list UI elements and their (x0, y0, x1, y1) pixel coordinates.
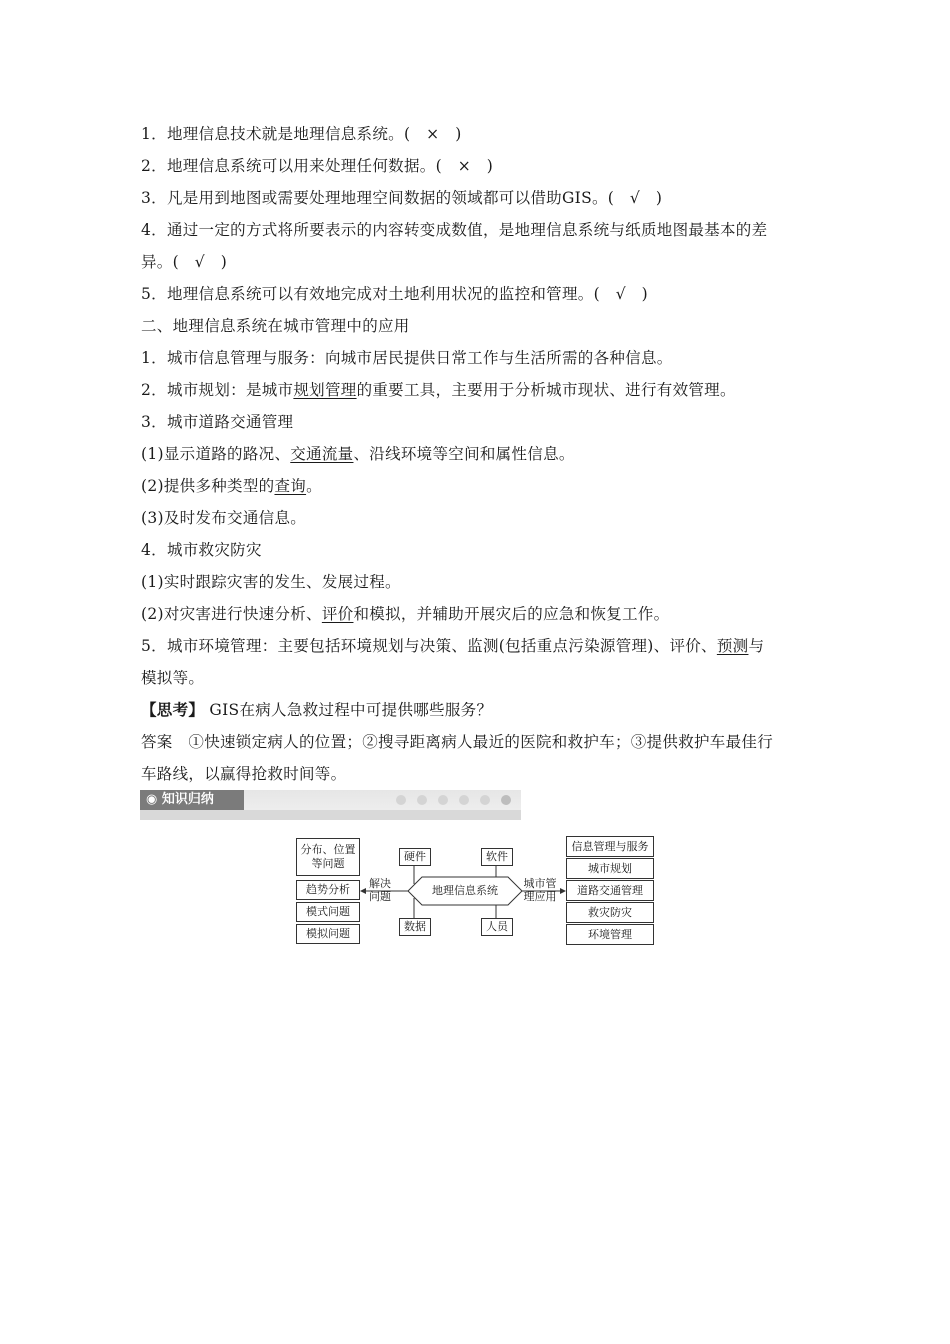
text-segment: 5．地理信息系统可以有效地完成对土地利用状况的监控和管理。( √ ) (141, 285, 649, 303)
banner-dot (396, 795, 406, 805)
personnel-box: 人员 (481, 918, 513, 936)
text-line (141, 220, 767, 240)
text-line (141, 636, 764, 656)
text-segment: 与 (748, 637, 765, 655)
right-box-1: 信息管理与服务 (566, 836, 654, 857)
gis-center-label: 地理信息系统 (432, 884, 498, 897)
text-line (141, 476, 322, 496)
text-line (141, 348, 673, 368)
text-line (141, 412, 293, 432)
text-line (141, 540, 262, 560)
text-segment: 1．城市信息管理与服务：向城市居民提供日常工作与生活所需的各种信息。 (141, 349, 673, 367)
text-segment: 、沿线环境等空间和属性信息。 (353, 445, 575, 463)
text-line (141, 508, 306, 528)
text-segment: 2．地理信息系统可以用来处理任何数据。( × ) (141, 157, 494, 175)
left-box-1: 分布、位置等问题 (296, 838, 360, 876)
text-segment: 【思考】 (141, 700, 205, 719)
banner-dot (459, 795, 469, 805)
text-segment: 异。( √ ) (141, 253, 228, 271)
text-segment: 的重要工具，主要用于分析城市现状、进行有效管理。 (356, 381, 736, 399)
text-line (141, 444, 575, 464)
underlined-term: 查询 (274, 477, 307, 495)
banner-strip (140, 810, 521, 820)
text-segment: GIS在病人急救过程中可提供哪些服务？ (204, 701, 493, 719)
text-line (141, 124, 462, 144)
text-segment: 3．城市道路交通管理 (141, 413, 294, 431)
text-segment: 5．城市环境管理：主要包括环境规划与决策、监测(包括重点污染源管理)、评价、 (141, 637, 717, 655)
text-segment: 4．城市救灾防灾 (141, 541, 262, 559)
text-segment: 模拟等。 (141, 669, 205, 687)
hardware-box: 硬件 (399, 848, 431, 866)
text-segment: (2)对灾害进行快速分析、 (141, 605, 322, 623)
underlined-term: 交通流量 (290, 445, 354, 463)
left-box-2: 趋势分析 (296, 880, 360, 900)
text-segment: 二、地理信息系统在城市管理中的应用 (141, 317, 410, 335)
text-line (141, 252, 227, 272)
solve-problem-label: 解决问题 (369, 877, 391, 903)
text-line (141, 668, 204, 688)
text-segment: 和模拟，并辅助开展灾后的应急和恢复工作。 (353, 605, 670, 623)
gis-concept-diagram (296, 834, 656, 948)
right-box-3: 道路交通管理 (566, 880, 654, 901)
text-segment: 车路线，以赢得抢救时间等。 (141, 765, 347, 783)
underlined-term: 预测 (716, 637, 749, 655)
text-line (141, 700, 492, 720)
text-segment: 4．通过一定的方式将所要表示的内容转变成数值，是地理信息系统与纸质地图最基本的差 (141, 221, 768, 239)
text-line (141, 316, 410, 336)
left-box-3: 模式问题 (296, 902, 360, 922)
text-segment: 1．地理信息技术就是地理信息系统。( × ) (141, 125, 462, 143)
text-segment: (2)提供多种类型的 (141, 477, 275, 495)
right-box-2: 城市规划 (566, 858, 654, 879)
right-box-4: 救灾防灾 (566, 902, 654, 923)
software-box: 软件 (481, 848, 513, 866)
banner-dot (480, 795, 490, 805)
banner-title: ◉ 知识归纳 (140, 790, 244, 810)
text-segment: (1)显示道路的路况、 (141, 445, 291, 463)
text-segment: 。 (306, 477, 322, 495)
left-box-4: 模拟问题 (296, 924, 360, 944)
urban-management-label: 城市管理应用 (523, 877, 557, 903)
text-segment: 答案 ①快速锁定病人的位置；②搜寻距离病人最近的医院和救护车；③提供救护车最佳行 (141, 733, 774, 751)
text-line (141, 604, 669, 624)
text-line (141, 156, 493, 176)
data-box: 数据 (399, 918, 431, 936)
right-box-5: 环境管理 (566, 924, 654, 945)
text-segment: 2．城市规划：是城市 (141, 381, 294, 399)
underlined-term: 评价 (321, 605, 354, 623)
banner-dot (501, 795, 511, 805)
text-line (141, 572, 401, 592)
underlined-term: 规划管理 (293, 381, 357, 399)
text-segment: (3)及时发布交通信息。 (141, 509, 307, 527)
text-line (141, 188, 662, 208)
text-line (141, 764, 346, 784)
text-line (141, 732, 773, 752)
text-segment: (1)实时跟踪灾害的发生、发展过程。 (141, 573, 401, 591)
banner-dot (438, 795, 448, 805)
banner-dot (417, 795, 427, 805)
text-line (141, 284, 648, 304)
text-segment: 3．凡是用到地图或需要处理地理空间数据的领域都可以借助GIS。( √ ) (141, 189, 663, 207)
knowledge-summary-banner (140, 790, 521, 820)
text-line (141, 380, 736, 400)
